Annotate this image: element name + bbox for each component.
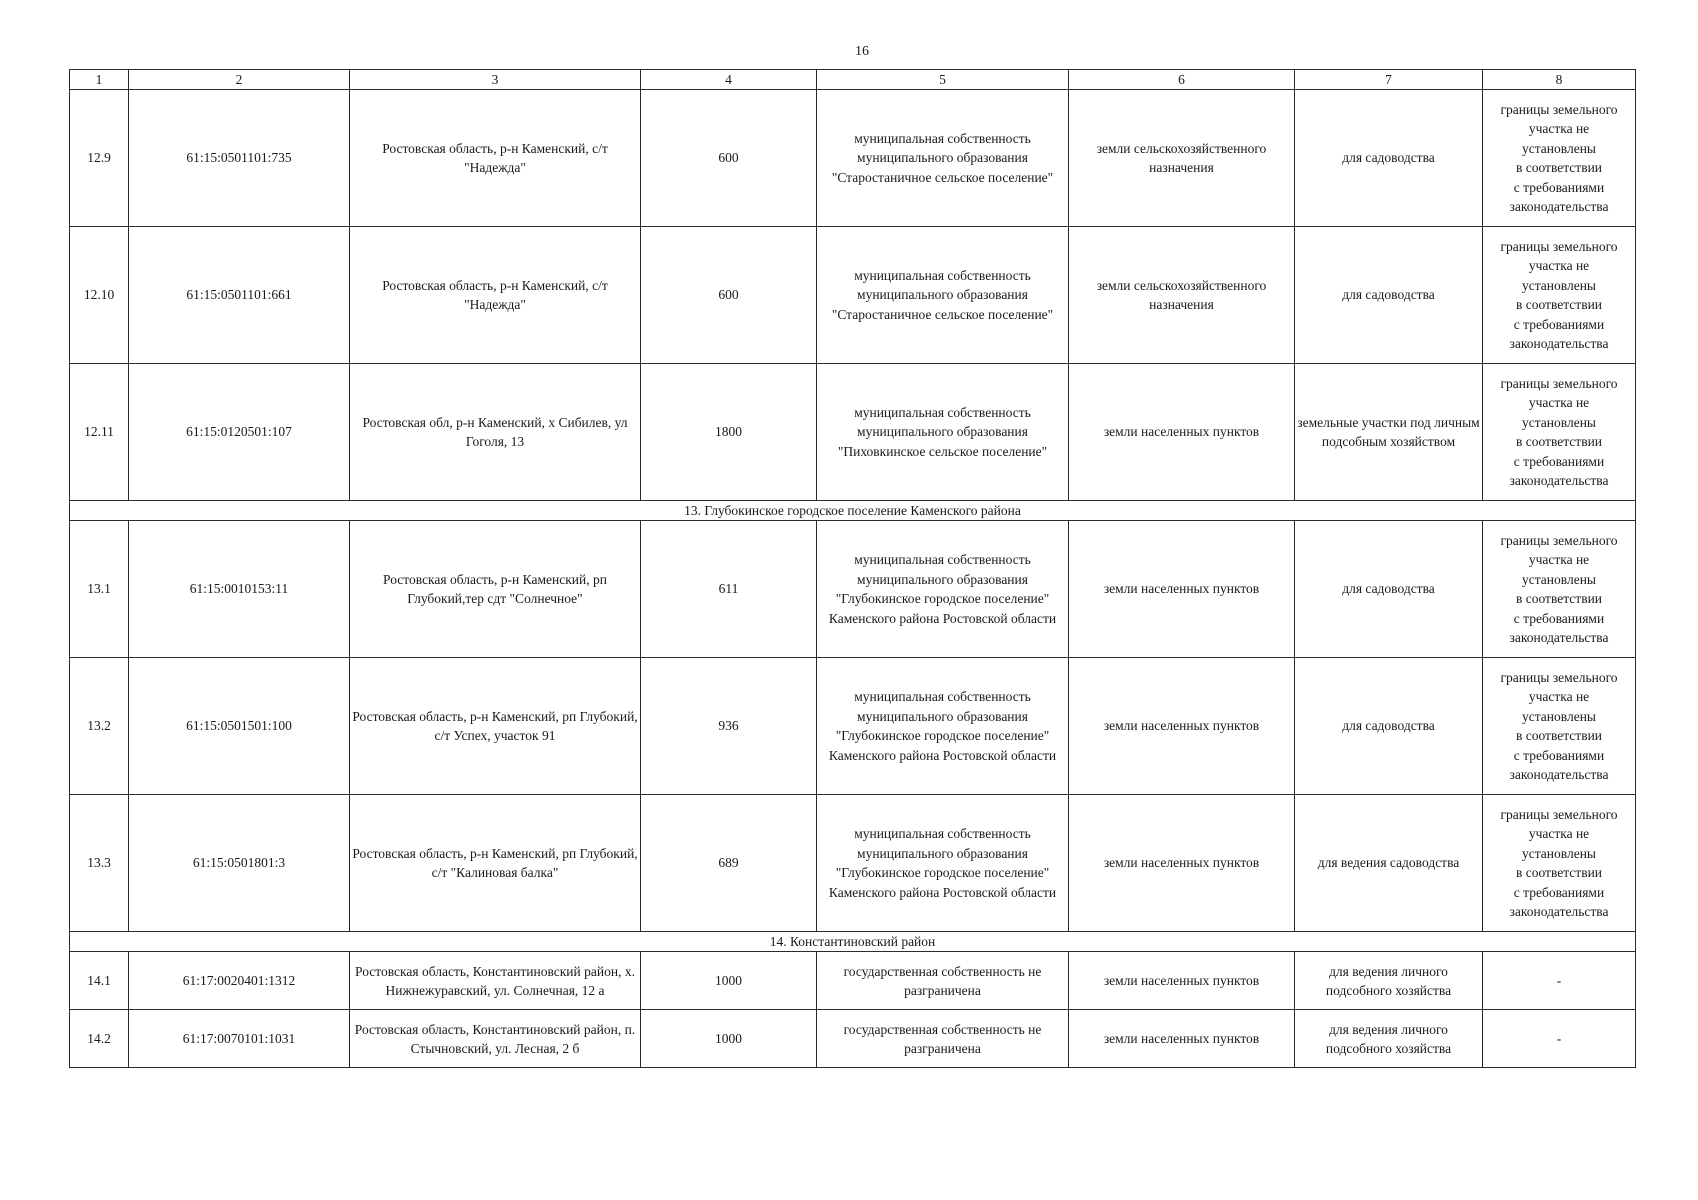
address-cell: Ростовская область, р-н Каменский, рп Глубокий,тер сдт "Солнечное": [350, 521, 641, 658]
table-row: [70, 1010, 1636, 1068]
boundaries-cell: [1483, 90, 1636, 227]
land-category-cell: земли сельскохозяйственного назначения: [1069, 90, 1295, 227]
section-row: [70, 932, 1636, 952]
row-number: 13.3: [70, 795, 129, 932]
row-number: 12.11: [70, 364, 129, 501]
column-number: 4: [641, 70, 817, 90]
boundaries-cell: -: [1483, 1010, 1636, 1068]
boundaries-line: с требованиями: [1513, 610, 1605, 626]
boundaries-line: с требованиями: [1513, 884, 1605, 900]
column-number: 3: [350, 70, 641, 90]
row-number: 13.2: [70, 658, 129, 795]
column-number-row: [70, 70, 1636, 90]
boundaries-line: с требованиями: [1513, 747, 1605, 763]
permitted-use-cell: для ведения личного подсобного хозяйства: [1295, 1010, 1483, 1068]
ownership-cell: муниципальная собственность муниципального образования "Глубокинское городское поселение" Каменского района Ростовской области: [817, 795, 1069, 932]
table-row: [70, 227, 1636, 364]
column-number: 8: [1483, 70, 1636, 90]
area-cell: 600: [641, 227, 817, 364]
cadastral-number: 61:15:0501501:100: [129, 658, 350, 795]
boundaries-cell: -: [1483, 952, 1636, 1010]
boundaries-line: с требованиями: [1513, 179, 1605, 195]
boundaries-cell: [1483, 227, 1636, 364]
boundaries-line: в соответствии: [1515, 160, 1603, 175]
cadastral-number: 61:15:0501801:3: [129, 795, 350, 932]
boundaries-cell: [1483, 795, 1636, 932]
boundaries-line: участка не: [1528, 826, 1590, 841]
permitted-use-cell: для ведения личного подсобного хозяйства: [1295, 952, 1483, 1010]
row-number: 14.1: [70, 952, 129, 1010]
boundaries-line: участка не: [1528, 552, 1590, 567]
table-row: [70, 364, 1636, 501]
table-row: [70, 521, 1636, 658]
permitted-use-cell: для ведения садоводства: [1295, 795, 1483, 932]
land-category-cell: земли населенных пунктов: [1069, 658, 1295, 795]
cadastral-number: 61:15:0120501:107: [129, 364, 350, 501]
boundaries-cell: [1483, 658, 1636, 795]
boundaries-line: установлены: [1522, 845, 1596, 861]
land-category-cell: земли сельскохозяйственного назначения: [1069, 227, 1295, 364]
address-cell: Ростовская область, р-н Каменский, рп Глубокий, с/т "Калиновая балка": [350, 795, 641, 932]
boundaries-line: установлены: [1522, 571, 1596, 587]
cadastral-number: 61:15:0501101:661: [129, 227, 350, 364]
land-category-cell: земли населенных пунктов: [1069, 364, 1295, 501]
boundaries-line: законодательства: [1509, 336, 1609, 351]
permitted-use-cell: для садоводства: [1295, 90, 1483, 227]
land-category-cell: земли населенных пунктов: [1069, 952, 1295, 1010]
boundaries-line: границы земельного: [1500, 101, 1618, 117]
boundaries-line: границы земельного: [1500, 806, 1618, 822]
boundaries-line: участка не: [1528, 689, 1590, 704]
boundaries-line: законодательства: [1509, 767, 1609, 782]
boundaries-line: законодательства: [1509, 473, 1609, 488]
cadastral-number: 61:17:0070101:1031: [129, 1010, 350, 1068]
section-title: 14. Константиновский район: [70, 932, 1636, 952]
column-number: 6: [1069, 70, 1295, 90]
ownership-cell: муниципальная собственность муниципального образования "Глубокинское городское поселение" Каменского района Ростовской области: [817, 521, 1069, 658]
boundaries-line: законодательства: [1509, 630, 1609, 645]
address-cell: Ростовская область, р-н Каменский, с/т "Надежда": [350, 90, 641, 227]
permitted-use-cell: земельные участки под личным подсобным хозяйством: [1295, 364, 1483, 501]
cadastral-number: 61:17:0020401:1312: [129, 952, 350, 1010]
ownership-cell: муниципальная собственность муниципального образования "Пиховкинское сельское поселение": [817, 364, 1069, 501]
boundaries-line: установлены: [1522, 708, 1596, 724]
boundaries-cell: [1483, 521, 1636, 658]
boundaries-line: установлены: [1522, 140, 1596, 156]
boundaries-line: установлены: [1522, 414, 1596, 430]
table-body: [70, 70, 1636, 1068]
boundaries-line: границы земельного: [1500, 238, 1618, 254]
boundaries-line: границы земельного: [1500, 532, 1618, 548]
address-cell: Ростовская область, р-н Каменский, рп Глубокий, с/т Успех, участок 91: [350, 658, 641, 795]
land-category-cell: земли населенных пунктов: [1069, 795, 1295, 932]
area-cell: 600: [641, 90, 817, 227]
ownership-cell: муниципальная собственность муниципального образования "Глубокинское городское поселение" Каменского района Ростовской области: [817, 658, 1069, 795]
area-cell: 1000: [641, 952, 817, 1010]
boundaries-line: в соответствии: [1515, 297, 1603, 312]
column-number: 2: [129, 70, 350, 90]
land-category-cell: земли населенных пунктов: [1069, 521, 1295, 658]
boundaries-cell: [1483, 364, 1636, 501]
ownership-cell: муниципальная собственность муниципального образования "Старостаничное сельское поселение": [817, 90, 1069, 227]
row-number: 12.9: [70, 90, 129, 227]
row-number: 12.10: [70, 227, 129, 364]
column-number: 5: [817, 70, 1069, 90]
row-number: 14.2: [70, 1010, 129, 1068]
boundaries-line: участка не: [1528, 395, 1590, 410]
land-category-cell: земли населенных пунктов: [1069, 1010, 1295, 1068]
address-cell: Ростовская область, Константиновский район, п. Стычновский, ул. Лесная, 2 б: [350, 1010, 641, 1068]
cadastral-number: 61:15:0010153:11: [129, 521, 350, 658]
ownership-cell: муниципальная собственность муниципального образования "Старостаничное сельское поселение": [817, 227, 1069, 364]
permitted-use-cell: для садоводства: [1295, 227, 1483, 364]
boundaries-line: законодательства: [1509, 904, 1609, 919]
boundaries-line: установлены: [1522, 277, 1596, 293]
boundaries-line: границы земельного: [1500, 669, 1618, 685]
ownership-cell: государственная собственность не разграничена: [817, 952, 1069, 1010]
row-number: 13.1: [70, 521, 129, 658]
boundaries-line: с требованиями: [1513, 316, 1605, 332]
land-registry-table: [69, 69, 1636, 1068]
section-row: [70, 501, 1636, 521]
cadastral-number: 61:15:0501101:735: [129, 90, 350, 227]
boundaries-line: в соответствии: [1515, 434, 1603, 449]
boundaries-line: в соответствии: [1515, 728, 1603, 743]
boundaries-line: участка не: [1528, 258, 1590, 273]
area-cell: 611: [641, 521, 817, 658]
permitted-use-cell: для садоводства: [1295, 658, 1483, 795]
boundaries-line: в соответствии: [1515, 865, 1603, 880]
boundaries-line: в соответствии: [1515, 591, 1603, 606]
permitted-use-cell: для садоводства: [1295, 521, 1483, 658]
table-row: [70, 90, 1636, 227]
table-row: [70, 952, 1636, 1010]
column-number: 7: [1295, 70, 1483, 90]
section-title: 13. Глубокинское городское поселение Каменского района: [70, 501, 1636, 521]
area-cell: 689: [641, 795, 817, 932]
address-cell: Ростовская обл, р-н Каменский, х Сибилев, ул Гоголя, 13: [350, 364, 641, 501]
area-cell: 1000: [641, 1010, 817, 1068]
column-number: 1: [70, 70, 129, 90]
area-cell: 936: [641, 658, 817, 795]
boundaries-line: участка не: [1528, 121, 1590, 136]
table-row: [70, 658, 1636, 795]
address-cell: Ростовская область, р-н Каменский, с/т "Надежда": [350, 227, 641, 364]
page-number: 16: [855, 44, 869, 59]
boundaries-line: с требованиями: [1513, 453, 1605, 469]
boundaries-line: законодательства: [1509, 199, 1609, 214]
ownership-cell: государственная собственность не разграничена: [817, 1010, 1069, 1068]
table-row: [70, 795, 1636, 932]
area-cell: 1800: [641, 364, 817, 501]
address-cell: Ростовская область, Константиновский район, х. Нижнежуравский, ул. Солнечная, 12 а: [350, 952, 641, 1010]
boundaries-line: границы земельного: [1500, 375, 1618, 391]
